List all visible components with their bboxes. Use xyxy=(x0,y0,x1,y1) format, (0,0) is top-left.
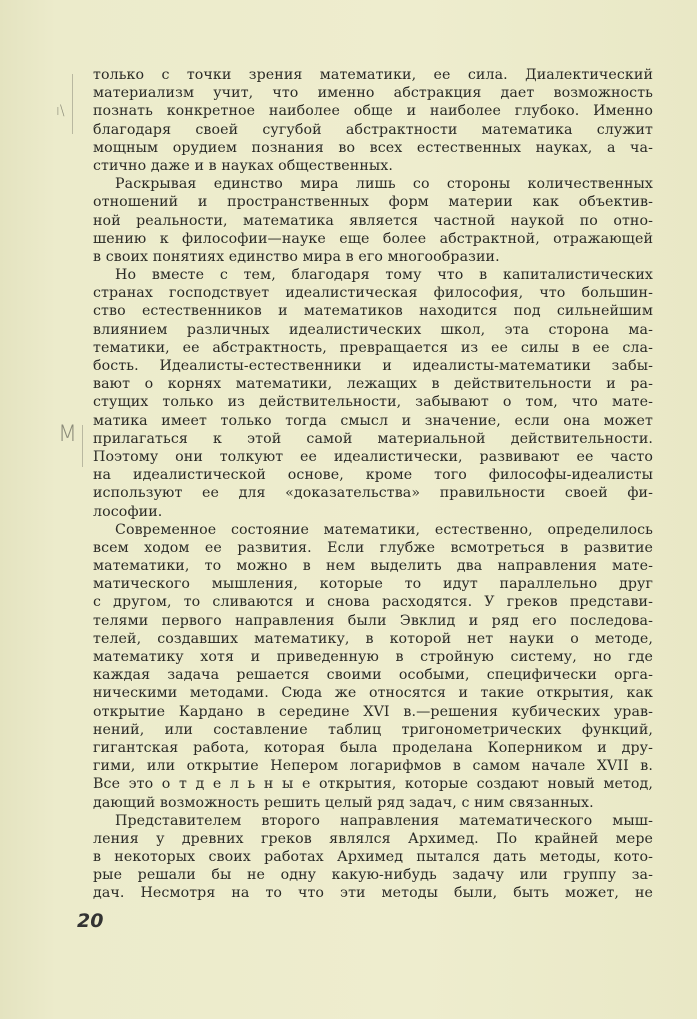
text-line: ство естественников и математиков находится под сильнейшим xyxy=(93,303,653,320)
text-line: бость. Идеалисты-естественники и идеалисты-математики забы- xyxy=(93,358,653,374)
text-line: мощным орудием познания во всех естественных науках, а ча- xyxy=(93,139,653,156)
text-line: математику хотя и приведенную в стройную систему, но где xyxy=(93,649,653,665)
text-line: Но вместе с тем, благодаря тому что в капиталистических xyxy=(115,267,653,284)
text-line: стично даже и в науках общественных. xyxy=(93,157,394,174)
text-line: открытие Кардано в середине XVI в.—решения кубических урав- xyxy=(93,703,653,720)
text-line: познать конкретное наиболее обще и наиболее глубоко. Именно xyxy=(93,103,653,120)
text-line: используют ее для «доказательства» правильности своей фи- xyxy=(93,485,653,502)
text-line: только с точки зрения математики, ее сила. Диалектический xyxy=(93,67,653,83)
text-line: влиянием различных идеалистических школ, эта сторона ма- xyxy=(93,321,653,338)
margin-handwritten-mark: ı\ xyxy=(56,103,65,119)
text-line: всем ходом ее развития. Если глубже всмотреться в развитие xyxy=(93,539,653,556)
text-line: в своих понятиях единство мира в его многообразии. xyxy=(93,248,500,265)
text-line: дающий возможность решить целый ряд задач, с ним связанных. xyxy=(93,794,594,811)
text-line: с другом, то сливаются и снова расходятся. У греков представи- xyxy=(93,594,653,611)
text-line: математики, то можно в нем выделить два направления мате- xyxy=(93,558,653,575)
text-line: прилагаться к этой самой материальной действительности. xyxy=(93,430,653,447)
text-line: благодаря своей сугубой абстрактности математика служит xyxy=(93,121,653,138)
text-line: на идеалистической основе, кроме того философы-идеалисты xyxy=(93,467,653,484)
text-line: ной реальности, математика является частной наукой по отно- xyxy=(93,212,653,229)
text-line: Все это о т д е л ь н ы е открытия, которые создают новый метод, xyxy=(93,776,653,793)
paragraph xyxy=(93,66,653,175)
paragraph xyxy=(93,521,653,812)
text-line: стущих только из действительности, забывают о том, что мате- xyxy=(93,394,653,411)
text-line: Современное состояние математики, естественно, определилось xyxy=(115,521,653,538)
text-line: Поэтому они толкуют ее идеалистически, развивают ее часто xyxy=(93,448,653,465)
text-line: матика имеет только тогда смысл и значение, если она может xyxy=(93,412,653,429)
text-line: лософии. xyxy=(93,503,163,520)
body-text xyxy=(93,66,653,903)
margin-rule xyxy=(72,74,73,134)
text-line: нений, или составление таблиц тригонометрических функций, xyxy=(93,721,653,738)
text-line: гигантская работа, которая была проделана Коперником и дру- xyxy=(93,739,653,756)
text-line: каждая задача решается своими особыми, специфически орга- xyxy=(93,667,653,684)
paragraph xyxy=(93,812,653,903)
text-line: Представителем второго направления математического мыш- xyxy=(115,812,653,829)
text-line: ническими методами. Сюда же относятся и такие открытия, как xyxy=(93,685,653,702)
text-line: Раскрывая единство мира лишь со стороны количественных xyxy=(115,176,653,193)
text-line: рые решали бы не одну какую-нибудь задачу или группу за- xyxy=(93,867,653,884)
text-line: в некоторых своих работах Архимед пытался дать методы, кото- xyxy=(93,849,653,866)
text-line: вают о корнях математики, лежащих в действительности и ра- xyxy=(93,376,653,393)
text-line: шению к философии—науке еще более абстрактной, отражающей xyxy=(93,230,653,247)
text-line: телей, создавших математику, в которой нет науки о методе, xyxy=(93,630,653,647)
margin-rule xyxy=(82,425,83,467)
margin-handwritten-mark: M xyxy=(58,422,77,447)
text-line: телями первого направления были Эвклид и ряд его последова- xyxy=(93,612,653,629)
paragraph xyxy=(93,266,653,521)
text-line: странах господствует идеалистическая философия, что большин- xyxy=(93,285,653,302)
text-line: тематики, ее абстрактность, превращается из ее силы в ее сла- xyxy=(93,339,653,356)
text-line: ления у древних греков являлся Архимед. По крайней мере xyxy=(93,830,653,847)
text-line: материализм учит, что именно абстракция дает возможность xyxy=(93,85,653,102)
paragraph xyxy=(93,175,653,266)
text-line: отношений и пространственных форм материи как объектив- xyxy=(93,194,653,211)
page-number: 20 xyxy=(77,910,104,932)
text-line: матического мышления, которые то идут параллельно друг xyxy=(93,576,653,593)
text-line: дач. Несмотря на то что эти методы были, быть может, не xyxy=(93,885,653,902)
text-line: гими, или открытие Непером логарифмов в самом начале XVII в. xyxy=(93,758,653,775)
